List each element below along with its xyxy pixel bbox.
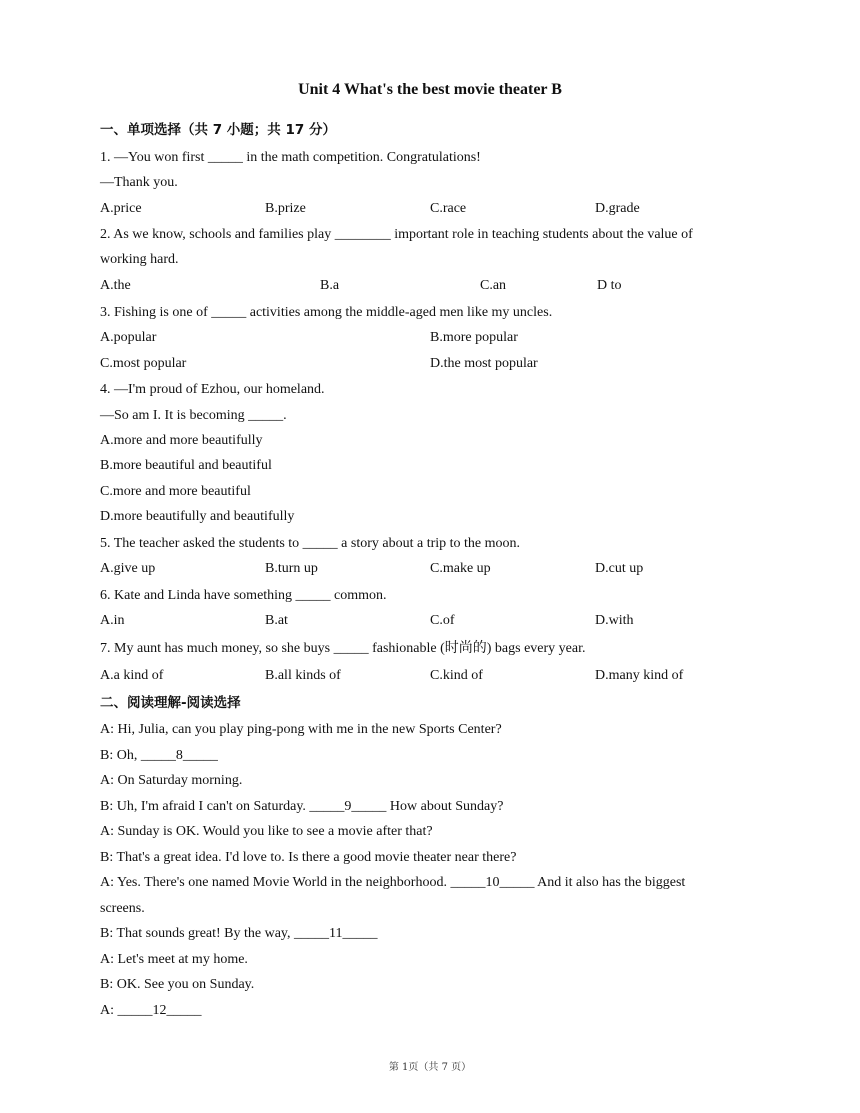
- dialogue-line: screens.: [100, 901, 145, 916]
- question-1-reply: —Thank you.: [100, 175, 178, 190]
- question-7-option-c: C.kind of: [430, 668, 483, 683]
- dialogue-line: B: Uh, I'm afraid I can't on Saturday. _____9_____ How about Sunday?: [100, 799, 504, 814]
- question-2-stem-continued: working hard.: [100, 252, 179, 267]
- question-6-option-a: A.in: [100, 613, 125, 628]
- question-1-stem: 1. —You won first _____ in the math competition. Congratulations!: [100, 150, 481, 165]
- question-5-option-d: D.cut up: [595, 561, 644, 576]
- question-4-option-a: A.more and more beautifully: [100, 433, 263, 448]
- question-1-option-d: D.grade: [595, 201, 640, 216]
- question-7-option-b: B.all kinds of: [265, 668, 341, 683]
- question-7-stem: 7. My aunt has much money, so she buys _____ fashionable (时尚的) bags every year.: [100, 641, 586, 656]
- question-1-option-a: A.price: [100, 201, 142, 216]
- section-heading-single-choice: 一、单项选择（共 7 小题；共 17 分）: [100, 122, 336, 138]
- question-6-option-b: B.at: [265, 613, 288, 628]
- dialogue-line: A: On Saturday morning.: [100, 773, 243, 788]
- question-6-option-c: C.of: [430, 613, 455, 628]
- question-2-option-d: D to: [597, 278, 622, 293]
- question-6-option-d: D.with: [595, 613, 634, 628]
- question-4-option-d: D.more beautifully and beautifully: [100, 509, 295, 524]
- page-title: Unit 4 What's the best movie theater B: [298, 81, 562, 98]
- question-7-option-d: D.many kind of: [595, 668, 684, 683]
- question-2-option-a: A.the: [100, 278, 131, 293]
- question-5-option-a: A.give up: [100, 561, 156, 576]
- question-3-option-b: B.more popular: [430, 330, 518, 345]
- dialogue-line: A: Hi, Julia, can you play ping-pong with me in the new Sports Center?: [100, 722, 502, 737]
- question-3-option-a: A.popular: [100, 330, 157, 345]
- question-4-stem: 4. —I'm proud of Ezhou, our homeland.: [100, 382, 325, 397]
- question-4-option-b: B.more beautiful and beautiful: [100, 458, 272, 473]
- question-5-option-b: B.turn up: [265, 561, 318, 576]
- question-1-option-c: C.race: [430, 201, 467, 216]
- question-4-reply: —So am I. It is becoming _____.: [100, 408, 287, 423]
- dialogue-line: B: That sounds great! By the way, _____11_____: [100, 926, 378, 941]
- question-2-stem: 2. As we know, schools and families play ________ important role in teaching students about the value of: [100, 227, 693, 242]
- dialogue-line: A: _____12_____: [100, 1003, 202, 1018]
- question-3-option-d: D.the most popular: [430, 356, 538, 371]
- dialogue-line: B: Oh, _____8_____: [100, 748, 218, 763]
- dialogue-line: A: Yes. There's one named Movie World in the neighborhood. _____10_____ And it also has the biggest: [100, 875, 686, 890]
- question-2-option-c: C.an: [480, 278, 507, 293]
- question-5-option-c: C.make up: [430, 561, 491, 576]
- dialogue-line: B: OK. See you on Sunday.: [100, 977, 255, 992]
- question-2-option-b: B.a: [320, 278, 340, 293]
- question-6-stem: 6. Kate and Linda have something _____ common.: [100, 588, 387, 603]
- question-5-stem: 5. The teacher asked the students to _____ a story about a trip to the moon.: [100, 536, 521, 551]
- question-1-option-b: B.prize: [265, 201, 306, 216]
- dialogue-line: A: Let's meet at my home.: [100, 952, 248, 967]
- question-7-option-a: A.a kind of: [100, 668, 164, 683]
- question-4-option-c: C.more and more beautiful: [100, 484, 251, 499]
- dialogue-line: B: That's a great idea. I'd love to. Is there a good movie theater near there?: [100, 850, 517, 865]
- question-3-stem: 3. Fishing is one of _____ activities among the middle-aged men like my uncles.: [100, 305, 553, 320]
- question-3-option-c: C.most popular: [100, 356, 187, 371]
- page-footer: 第 1页（共 7 页）: [388, 1062, 472, 1073]
- dialogue-line: A: Sunday is OK. Would you like to see a movie after that?: [100, 824, 433, 839]
- section-heading-reading: 二、阅读理解-阅读选择: [100, 695, 241, 711]
